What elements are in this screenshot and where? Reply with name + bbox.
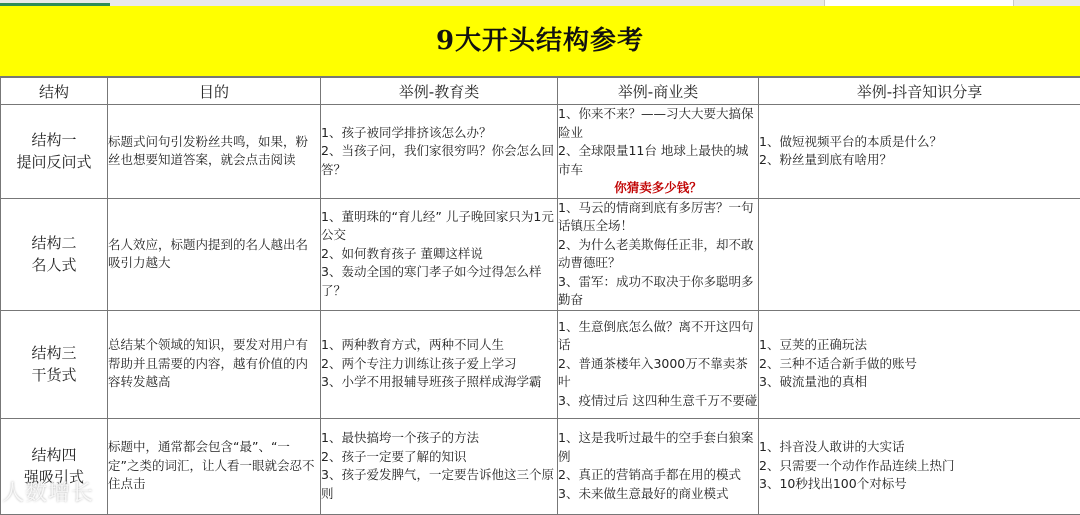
list-item: 1、两种教育方式，两种不同人生 xyxy=(321,336,557,355)
purpose-cell[interactable] xyxy=(108,105,321,199)
list-item: 3、未来做生意最好的商业模式 xyxy=(558,485,758,504)
list-item: 1、最快搞垮一个孩子的方法 xyxy=(321,429,557,448)
header-row xyxy=(1,78,1080,105)
structure-cell[interactable] xyxy=(1,198,108,310)
business-cell[interactable] xyxy=(558,198,759,310)
list-item: 3、破流量池的真相 xyxy=(759,373,1080,392)
structure-number: 结构四 xyxy=(1,444,107,466)
business-cell[interactable] xyxy=(558,105,759,199)
list-item: 1、你来不来？——习大大要大搞保险业 xyxy=(558,105,758,142)
watermark-text: 人数增长 xyxy=(2,476,94,507)
list-item: 1、豆荚的正确玩法 xyxy=(759,336,1080,355)
purpose-text: 标题式问句引发粉丝共鸣，如果，粉丝也想要知道答案，就会点击阅读 xyxy=(108,133,320,170)
list-item: 2、当孩子问，我们家很穷吗？你会怎么回答？ xyxy=(321,142,557,179)
sheet-title: 9大开头结构参考 xyxy=(0,20,1080,57)
list-item: 2、真正的营销高手都在用的模式 xyxy=(558,466,758,485)
list-item: 2、为什么老美欺侮任正非，却不敢动曹德旺？ xyxy=(558,236,758,273)
table-row xyxy=(1,310,1080,418)
structure-cell[interactable] xyxy=(1,310,108,418)
list-item: 1、抖音没人敢讲的大实话 xyxy=(759,438,1080,457)
list-item: 2、孩子一定要了解的知识 xyxy=(321,448,557,467)
table-row xyxy=(1,198,1080,310)
list-item: 3、疫情过后 这四种生意千万不要碰 xyxy=(558,392,758,411)
list-item: 1、这是我听过最牛的空手套白狼案例 xyxy=(558,429,758,466)
list-item: 1、马云的情商到底有多厉害？一句话镇压全场！ xyxy=(558,199,758,236)
purpose-text: 名人效应，标题内提到的名人越出名吸引力越大 xyxy=(108,236,320,273)
structure-number: 结构二 xyxy=(1,232,107,254)
list-item: 2、全球限量11台 地球上最快的城市车 xyxy=(558,142,758,179)
highlight-text: 你猜卖多少钱？ xyxy=(558,179,758,198)
purpose-cell[interactable] xyxy=(108,198,321,310)
structure-type: 强吸引式 xyxy=(1,466,107,488)
header-education[interactable]: 举例-教育类 xyxy=(321,78,558,105)
sheet-title-row xyxy=(0,6,1080,77)
structure-number: 结构三 xyxy=(1,342,107,364)
purpose-text: 总结某个领域的知识，要发对用户有帮助并且需要的内容，越有价值的内容转发越高 xyxy=(108,336,320,392)
douyin-cell[interactable] xyxy=(759,105,1080,199)
header-purpose[interactable]: 目的 xyxy=(108,78,321,105)
list-item: 1、做短视频平台的本质是什么？ xyxy=(759,133,1080,152)
douyin-cell[interactable] xyxy=(759,310,1080,418)
list-item: 1、董明珠的“育儿经” 儿子晚回家只为1元公交 xyxy=(321,208,557,245)
purpose-cell[interactable] xyxy=(108,310,321,418)
structure-type: 提问反问式 xyxy=(1,151,107,173)
structure-number: 结构一 xyxy=(1,129,107,151)
list-item: 2、如何教育孩子 董卿这样说 xyxy=(321,245,557,264)
douyin-cell[interactable] xyxy=(759,198,1080,310)
list-item: 2、只需要一个动作作品连续上热门 xyxy=(759,457,1080,476)
douyin-cell[interactable] xyxy=(759,418,1080,514)
list-item: 3、雷军：成功不取决于你多聪明多勤奋 xyxy=(558,273,758,310)
structure-type: 干货式 xyxy=(1,364,107,386)
education-cell[interactable] xyxy=(321,105,558,199)
list-item: 2、三种不适合新手做的账号 xyxy=(759,355,1080,374)
header-structure[interactable]: 结构 xyxy=(1,78,108,105)
education-cell[interactable] xyxy=(321,418,558,514)
structure-cell[interactable] xyxy=(1,105,108,199)
business-cell[interactable] xyxy=(558,418,759,514)
list-item: 2、两个专注力训练让孩子爱上学习 xyxy=(321,355,557,374)
header-business[interactable]: 举例-商业类 xyxy=(558,78,759,105)
education-cell[interactable] xyxy=(321,198,558,310)
list-item: 2、粉丝量到底有啥用？ xyxy=(759,151,1080,170)
list-item: 1、孩子被同学排挤该怎么办？ xyxy=(321,124,557,143)
business-cell[interactable] xyxy=(558,310,759,418)
list-item: 3、小学不用报辅导班孩子照样成海学霸 xyxy=(321,373,557,392)
table-row xyxy=(1,418,1080,514)
purpose-text: 标题中，通常都会包含“最”、“一定”之类的词汇，让人看一眼就会忍不住点击 xyxy=(108,438,320,494)
reference-table xyxy=(0,77,1080,515)
structure-type: 名人式 xyxy=(1,254,107,276)
table-row xyxy=(1,105,1080,199)
header-douyin[interactable]: 举例-抖音知识分享 xyxy=(759,78,1080,105)
list-item: 3、10秒找出100个对标号 xyxy=(759,475,1080,494)
list-item: 1、生意倒底怎么做？离不开这四句话 xyxy=(558,318,758,355)
list-item: 3、轰动全国的寒门孝子如今过得怎么样了？ xyxy=(321,263,557,300)
purpose-cell[interactable] xyxy=(108,418,321,514)
education-cell[interactable] xyxy=(321,310,558,418)
list-item: 2、普通茶楼年入3000万不靠卖茶叶 xyxy=(558,355,758,392)
list-item: 3、孩子爱发脾气，一定要告诉他这三个原则 xyxy=(321,466,557,503)
